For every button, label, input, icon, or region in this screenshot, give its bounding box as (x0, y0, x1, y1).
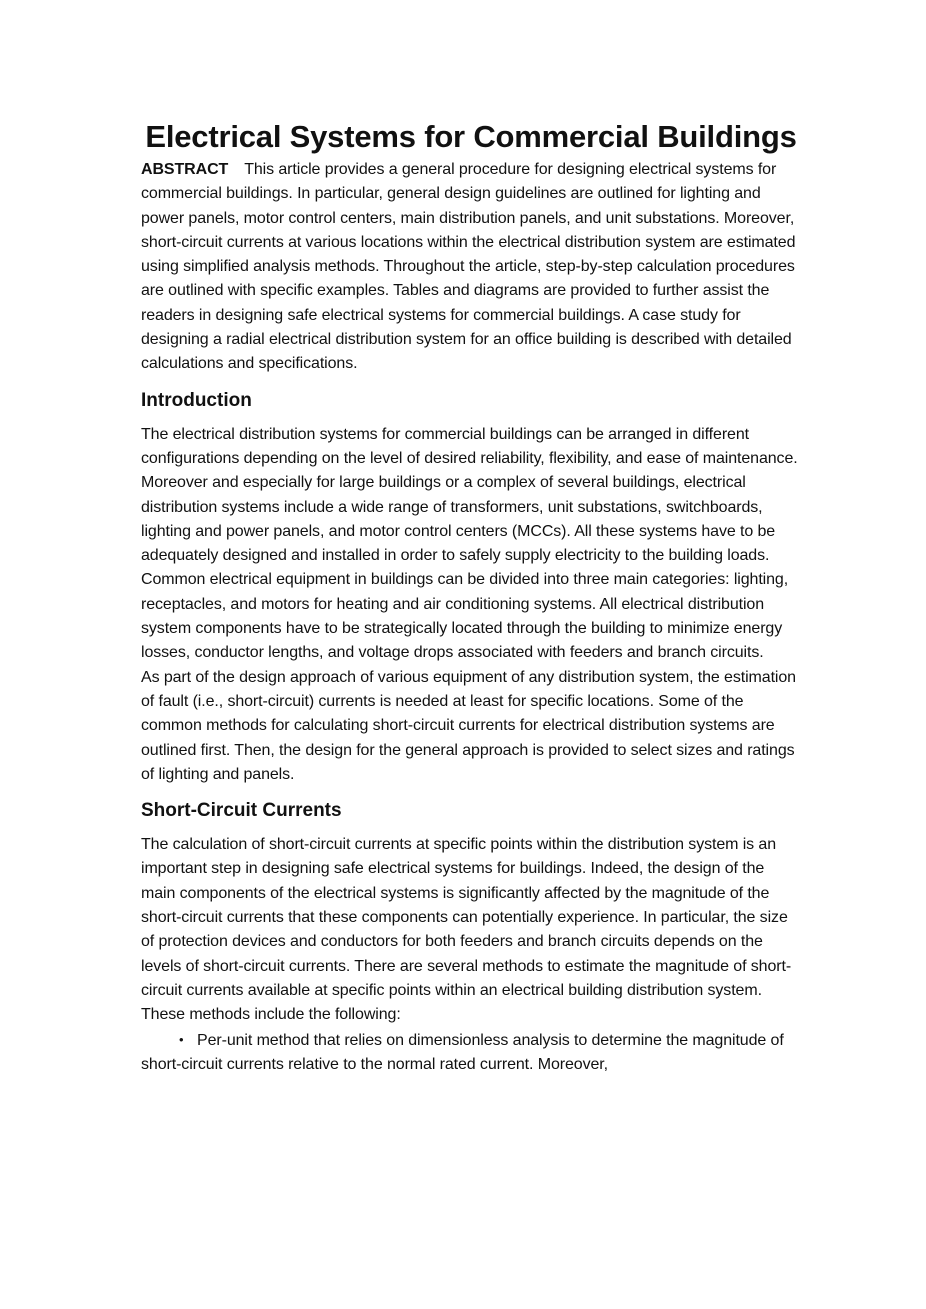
methods-list (141, 1028, 801, 1078)
abstract-label: ABSTRACT (141, 161, 229, 178)
document-page (141, 116, 801, 1077)
list-item (141, 1028, 801, 1078)
short-circuit-heading: Short-Circuit Currents (141, 800, 342, 822)
list-item-text: Per-unit method that relies on dimensionless analysis to determine the magnitude of short-circuit currents relative to the normal rated current. Moreover, (141, 1031, 784, 1073)
abstract-text: This article provides a general procedure for designing electrical systems for commercial buildings. In particular, general design guidelines are outlined for lighting and power panels, motor control centers, main distribution panels, and unit substations. Moreover, short-circuit currents at various locations within the electrical distribution system are estimated using simplified analysis methods. Throughout the article, step-by-step calculation procedures are outlined with specific examples. Tables and diagrams are provided to further assist the readers in designing safe electrical systems for commercial buildings. A case study for designing a radial electrical distribution system for an office building is described with detailed calculations and specifications. (141, 161, 796, 373)
short-circuit-paragraph: The calculation of short-circuit currents at specific points within the distribution system is an important step in designing safe electrical systems for buildings. Indeed, the design of the main components of the electrical systems is significantly affected by the magnitude of the short-circuit currents that these components can potentially experience. In particular, the size of protection devices and conductors for both feeders and branch circuits depends on the levels of short-circuit currents. There are several methods to estimate the magnitude of short-circuit currents available at specific points within an electrical building distribution system. These methods include the following: (141, 836, 792, 1024)
abstract-paragraph (141, 158, 801, 377)
introduction-paragraph-1: The electrical distribution systems for commercial buildings can be arranged in different configurations depending on the level of desired reliability, flexibility, and ease of maintenance. Moreover and especially for large buildings or a complex of several buildings, electrical distribution systems include a wide range of transformers, unit substations, switchboards, lighting and power panels, and motor control centers (MCCs). All these systems have to be adequately designed and installed in order to safely supply electricity to the building loads. Common electrical equipment in buildings can be divided into three main categories: lighting, receptacles, and motors for heating and air conditioning systems. All electrical distribution system components have to be strategically located through the building to minimize energy losses, conductor lengths, and voltage drops associated with feeders and branch circuits. (141, 425, 798, 662)
bullet-icon: • (179, 1031, 184, 1047)
introduction-heading: Introduction (141, 389, 252, 411)
document-title: Electrical Systems for Commercial Buildings (145, 119, 797, 154)
introduction-paragraph-2: As part of the design approach of various equipment of any distribution system, the estimation of fault (i.e., short-circuit) currents is needed at least for specific locations. Some of the common methods for calculating short-circuit currents for electrical distribution systems are outlined first. Then, the design for the general approach is provided to select sizes and ratings of lighting and panels. (141, 668, 796, 783)
